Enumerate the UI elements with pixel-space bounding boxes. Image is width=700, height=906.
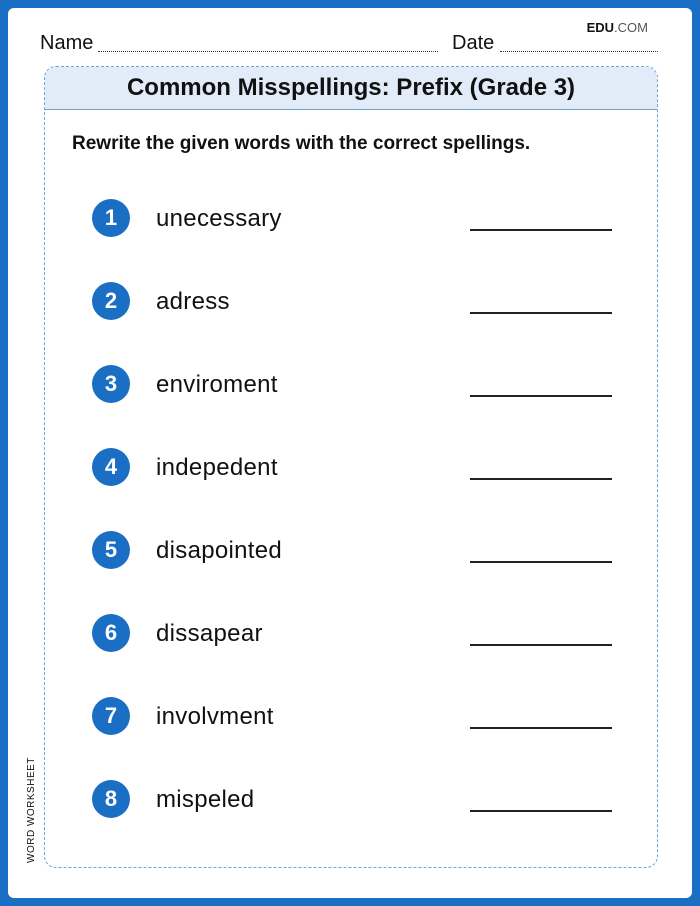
- item-number-badge: 5: [92, 531, 130, 569]
- date-field[interactable]: [500, 51, 658, 52]
- list-item: [92, 697, 612, 737]
- list-item: [92, 614, 612, 654]
- name-field[interactable]: [98, 51, 438, 52]
- list-item: [92, 448, 612, 488]
- side-label: WORD WORKSHEET: [26, 757, 37, 863]
- list-item: [92, 199, 612, 239]
- worksheet-card: [44, 66, 658, 868]
- answer-line[interactable]: [470, 644, 612, 646]
- answer-line[interactable]: [470, 478, 612, 480]
- answer-line[interactable]: [470, 561, 612, 563]
- item-number-badge: 6: [92, 614, 130, 652]
- item-number-badge: 2: [92, 282, 130, 320]
- misspelled-word: enviroment: [156, 371, 278, 398]
- brand-name: EDU: [586, 20, 615, 35]
- list-item: [92, 282, 612, 322]
- date-label: Date: [452, 32, 495, 54]
- misspelled-word: dissapear: [156, 620, 263, 647]
- name-label: Name: [40, 32, 94, 54]
- answer-line[interactable]: [470, 395, 612, 397]
- list-item: [92, 365, 612, 405]
- worksheet-title: Common Misspellings: Prefix (Grade 3): [45, 67, 657, 110]
- answer-line[interactable]: [470, 727, 612, 729]
- item-number-badge: 1: [92, 199, 130, 237]
- misspelled-word: mispeled: [156, 786, 255, 813]
- misspelled-word: disapointed: [156, 537, 283, 564]
- list-item: [92, 780, 612, 820]
- worksheet-instruction: Rewrite the given words with the correct spellings.: [72, 133, 531, 154]
- item-number-badge: 3: [92, 365, 130, 403]
- item-number-badge: 4: [92, 448, 130, 486]
- item-number-badge: 7: [92, 697, 130, 735]
- misspelled-word: adress: [156, 288, 230, 315]
- brand-suffix: .COM: [614, 20, 648, 35]
- misspelled-word: unecessary: [156, 205, 282, 232]
- answer-line[interactable]: [470, 229, 612, 231]
- worksheet-page: [8, 8, 692, 898]
- answer-line[interactable]: [470, 312, 612, 314]
- answer-line[interactable]: [470, 810, 612, 812]
- misspelled-word: indepedent: [156, 454, 278, 481]
- misspelled-word: involvment: [156, 703, 274, 730]
- item-number-badge: 8: [92, 780, 130, 818]
- list-item: [92, 531, 612, 571]
- brand-logo: [587, 20, 648, 35]
